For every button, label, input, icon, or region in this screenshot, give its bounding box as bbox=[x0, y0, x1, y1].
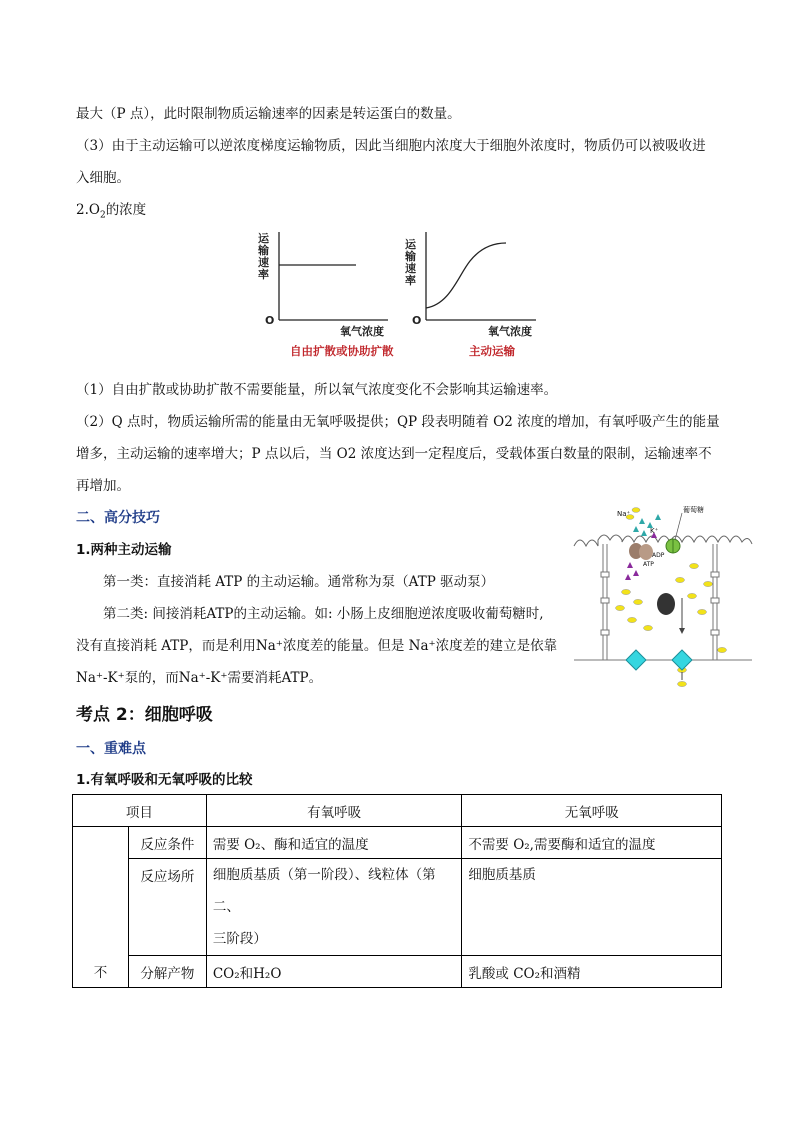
right-ylabel: 运 输 速 率 bbox=[405, 238, 416, 287]
caption-active-transport: 主动运输 bbox=[469, 344, 515, 358]
table-row bbox=[73, 859, 722, 956]
caption-diffusion: 自由扩散或协助扩散 bbox=[290, 344, 394, 358]
fig-label-atp: ATP bbox=[643, 561, 654, 568]
transport-type-2: 第二类: 间接消耗ATP的主动运输。如: 小肠上皮细胞逆浓度吸收葡萄糖时, bbox=[103, 606, 544, 622]
transport-type-2-cont2: Na⁺-K⁺泵的，而Na⁺-K⁺需要消耗ATP。 bbox=[76, 670, 323, 686]
paragraph-item-3: （3）由于主动运输可以逆浓度梯度运输物质，因此当细胞内浓度大于细胞外浓度时，物质仍可以被吸收进 bbox=[76, 138, 706, 154]
transport-type-2-cont: 没有直接消耗 ATP，而是利用Na⁺浓度差的能量。但是 Na⁺浓度差的建立是依靠 bbox=[76, 638, 558, 654]
row-anaerobic: 细胞质基质 bbox=[462, 859, 722, 956]
sub-heading-two-transports: 1.两种主动运输 bbox=[76, 542, 172, 558]
right-sigmoid-curve bbox=[426, 243, 506, 308]
group-label: 不 bbox=[73, 827, 129, 988]
row-item: 反应场所 bbox=[128, 859, 206, 956]
fig-label-glucose: 葡萄糖 bbox=[683, 506, 704, 514]
sub-heading-comparison: 1.有氧呼吸和无氧呼吸的比较 bbox=[76, 772, 253, 788]
left-xlabel: 氧气浓度 bbox=[340, 325, 384, 338]
respiration-comparison-table bbox=[72, 794, 722, 988]
row-item: 反应条件 bbox=[128, 827, 206, 859]
section-heading-key-points: 一、重难点 bbox=[76, 741, 146, 757]
note-1: （1）自由扩散或协助扩散不需要能量，所以氧气浓度变化不会影响其运输速率。 bbox=[76, 382, 558, 398]
row-aerobic: CO₂和H₂O bbox=[206, 956, 462, 988]
row-item: 分解产物 bbox=[128, 956, 206, 988]
header-anaerobic: 无氧呼吸 bbox=[462, 795, 722, 827]
table-row bbox=[73, 956, 722, 988]
kaodian-heading: 考点 2：细胞呼吸 bbox=[76, 705, 213, 725]
fig-label-na: Na⁺ bbox=[617, 510, 631, 518]
paragraph-p-point: 最大（P 点），此时限制物质运输速率的因素是转运蛋白的数量。 bbox=[76, 106, 461, 122]
row-aerobic: 细胞质基质（第一阶段）、线粒体（第二、 三阶段） bbox=[206, 859, 462, 956]
intestinal-cell-figure bbox=[570, 500, 754, 690]
right-xlabel: 氧气浓度 bbox=[488, 325, 532, 338]
section-heading-tips: 二、高分技巧 bbox=[76, 510, 160, 526]
fig-label-adp: ADP bbox=[652, 552, 665, 559]
left-ylabel: 运 输 速 率 bbox=[258, 232, 269, 281]
note-2b: 增多，主动运输的速率增大；P 点以后，当 O2 浓度达到一定程度后，受载体蛋白数量的限制，运输速率不 bbox=[76, 446, 712, 462]
row-anaerobic: 乳酸或 CO₂和酒精 bbox=[462, 956, 722, 988]
o2-heading: $2.O_2$的浓度 bbox=[76, 202, 147, 221]
left-origin: O bbox=[265, 314, 275, 327]
header-item: 项目 bbox=[73, 795, 207, 827]
note-2c: 再增加。 bbox=[76, 478, 130, 494]
table-row bbox=[73, 827, 722, 859]
transport-type-1: 第一类：直接消耗 ATP 的主动运输。通常称为泵（ATP 驱动泵） bbox=[103, 574, 495, 590]
note-2a: （2）Q 点时，物质运输所需的能量由无氧呼吸提供；QP 段表明随着 O2 浓度的增加，有氧呼吸产生的能量 bbox=[76, 414, 720, 430]
fig-label-k: K⁺ bbox=[650, 527, 659, 535]
paragraph-item-3-cont: 入细胞。 bbox=[76, 170, 130, 186]
row-anaerobic: 不需要 O₂,需要酶和适宜的温度 bbox=[462, 827, 722, 859]
header-aerobic: 有氧呼吸 bbox=[206, 795, 462, 827]
transport-rate-graphs bbox=[250, 226, 550, 360]
row-aerobic: 需要 O₂、酶和适宜的温度 bbox=[206, 827, 462, 859]
table-header-row bbox=[73, 795, 722, 827]
right-origin: O bbox=[412, 314, 422, 327]
